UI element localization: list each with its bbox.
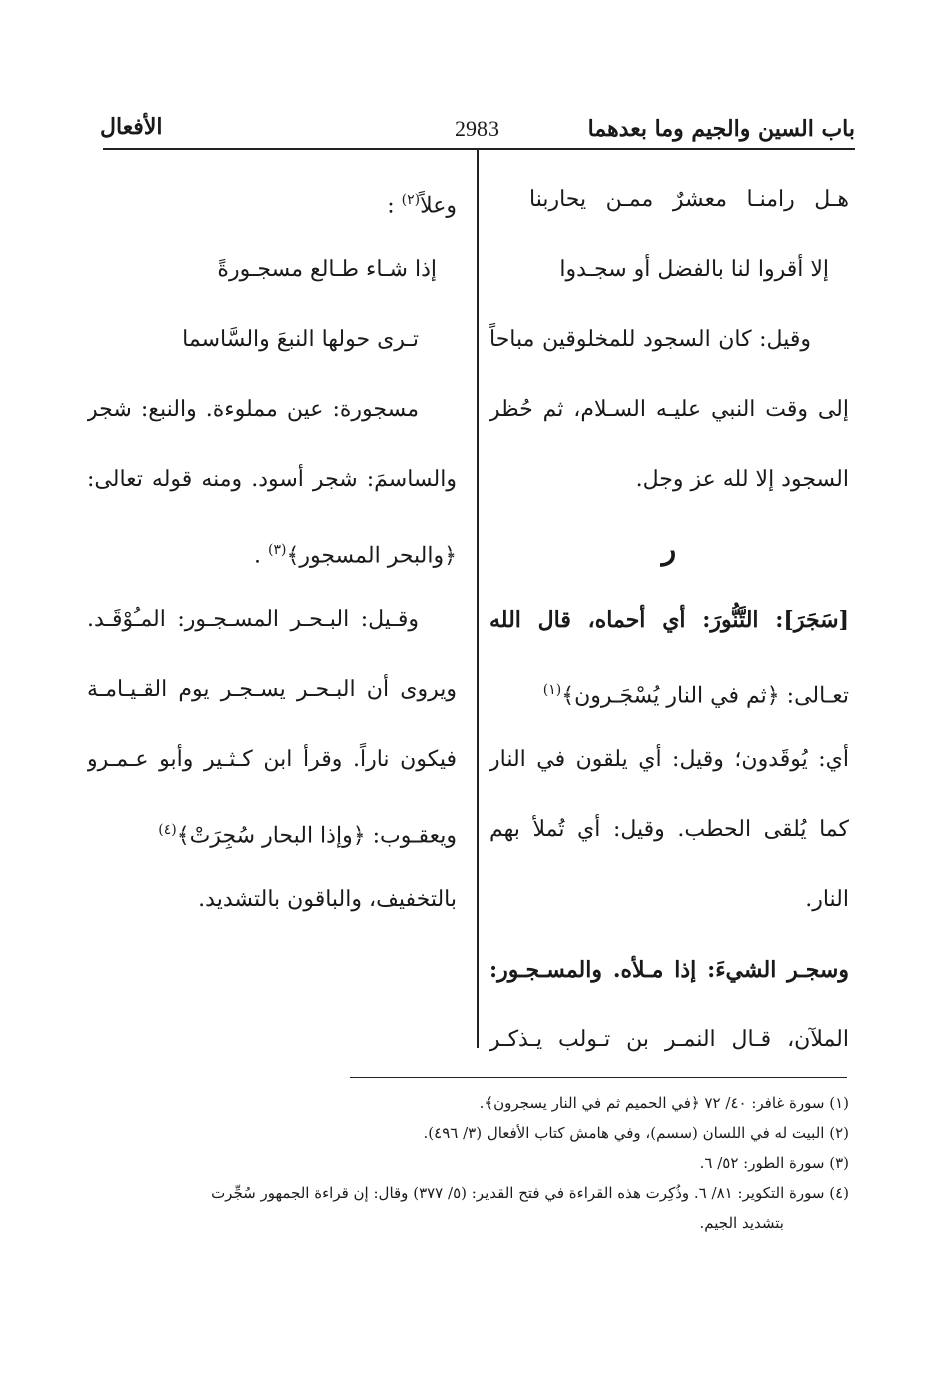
verse-line: تـرى حولها النبعَ والسَّاسما [182, 327, 419, 352]
page-number: 2983 [455, 116, 499, 141]
footnote-marker: (١) [542, 682, 562, 698]
footnote: (٤) سورة التكوير: ٨١/ ٦. وذُكِرت هذه القراءة في فتح القدير: (٥/ ٣٧٧) وقال: إن قراءة الجمهور سُجِّرت [211, 1184, 849, 1202]
text-line: إلى وقت النبي عليـه السـلام، ثم حُظر [489, 397, 849, 422]
text-line: ويروى أن البـحـر يسـجـر يوم القـيـامـة [87, 677, 457, 702]
verse-line: إلا أقروا لنا بالفضل أو سجـدوا [559, 257, 829, 282]
footnote: (١) سورة غافر: ٤٠/ ٧٢ ﴿في الحميم ثم في النار يسجرون﴾. [479, 1094, 849, 1112]
section-letter: ر [661, 532, 677, 567]
text-line: وقيل: كان السجود للمخلوقين مباحاً [489, 327, 811, 352]
entry-line [489, 590, 849, 660]
footnote: (٢) البيت له في اللسان (سسم)، وفي هامش كتاب الأفعال (٣/ ٤٩٦). [423, 1124, 849, 1142]
text-line: ﴿والبحر المسجور﴾$^{(٣)}$ . [253, 542, 457, 569]
entry-line [489, 940, 849, 1010]
left-column [87, 170, 457, 940]
text-line: الملآن، قـال النمـر بن تـولب يـذكـر [489, 1027, 849, 1052]
text-line: فيكون ناراً. وقرأ ابن كـثـير وأبو عـمـرو [87, 747, 457, 772]
quran-quote: ﴿والبحر المسجور﴾ [286, 543, 457, 569]
verse-intro: وعلاً [420, 193, 457, 219]
verse-line: هـل رامنـا معشرٌ ممـن يحاربنا [529, 187, 849, 212]
text-line: السجود إلا لله عز وجل. [635, 467, 849, 492]
chapter-title: باب السين والجيم وما بعدهما [587, 116, 855, 142]
footnote-marker: (٣) [267, 542, 287, 558]
footnotes [89, 1088, 849, 1238]
book-title: الأفعال [100, 114, 163, 140]
quran-quote: تعـالى: ﴿ثم في النار يُسْجَـرون﴾ [561, 683, 849, 709]
footnote-continuation: بتشديد الجيم. [699, 1214, 784, 1232]
headword: [سَجَرَ]: التَّنُّورَ: أي أحماه، قال الله [489, 607, 849, 633]
column-divider [477, 148, 479, 1048]
page-header [95, 110, 855, 150]
text-line: وقـيل: البـحـر المسـجـور: المـُوْقَـد. [87, 607, 419, 632]
text-line: بالتخفيف، والباقون بالتشديد. [198, 887, 457, 912]
text-line [87, 800, 457, 870]
text-line: مسجورة: عين مملوءة. والنبع: شجر [87, 397, 419, 422]
header-rule [103, 148, 855, 150]
text-line: أي: يُوقَدون؛ وقيل: أي يلقون في النار [489, 747, 849, 772]
text-line: كما يُلقى الحطب. وقيل: أي تُملأ بهم [489, 817, 849, 842]
footnote-marker: (٢) [401, 192, 421, 208]
text-line [489, 660, 849, 730]
footnote: (٣) سورة الطور: ٥٢/ ٦. [699, 1154, 849, 1172]
text-line: النار. [805, 887, 849, 912]
verse-line: إذا شـاء طـالع مسجـورةً [217, 257, 437, 282]
quran-quote: ويعقـوب: ﴿وإذا البحار سُجِرَتْ﴾ [176, 823, 457, 849]
footnote-marker: (٤) [158, 822, 177, 838]
footnote-rule [350, 1077, 847, 1078]
subentry: وسجـر الشيءَ: إذا مـلأه. والمسـجـور: [489, 957, 849, 983]
text-line: وعلاً$^{(٢)}$ : [387, 192, 457, 219]
right-column [489, 170, 849, 1080]
text-line: والساسمَ: شجر أسود. ومنه قوله تعالى: [87, 467, 457, 492]
